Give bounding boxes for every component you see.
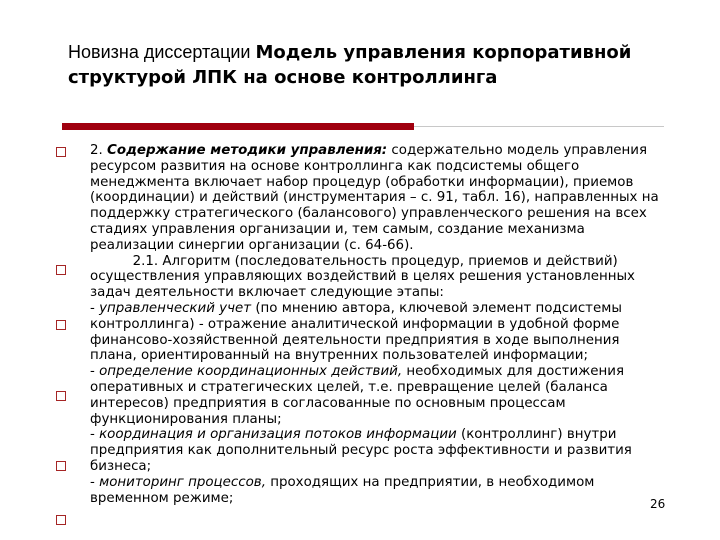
text-run: проходящих на предприятии, в необходимом временном режиме; — [90, 474, 595, 506]
text-run: - — [90, 300, 100, 316]
text-run: (по мнению автора, ключевой элемент подсистемы контроллинга) - отражение аналитической информации в удобной форме финансово-хозяйственной деятельности предприятия в ходе выполнения плана, ориентированный на внутренних пользователей информации; — [90, 300, 622, 364]
text-run: управленческий учет — [99, 300, 252, 316]
paragraph-3 — [90, 301, 670, 364]
bullet-icon — [56, 515, 66, 525]
text-run: (контроллинг) внутри предприятия как дополнительный ресурс роста эффективности и развития бизнеса; — [90, 427, 632, 474]
slide-body — [90, 143, 670, 506]
paragraph-5 — [90, 427, 670, 474]
paragraph-4 — [90, 364, 670, 427]
divider-line — [414, 126, 664, 127]
page-number: 26 — [650, 497, 666, 511]
bullet-icon — [56, 391, 66, 401]
title-bold: Модель управления корпоративной структурой ЛПК на основе контроллинга — [68, 42, 632, 88]
slide-title — [68, 40, 688, 90]
text-run: - — [90, 364, 100, 380]
text-run: Содержание методики управления: — [107, 143, 388, 158]
text-run: 2. — [90, 143, 108, 158]
text-run: необходимых для достижения оперативных и стратегических целей, т.е. превращение целей (баланса интересов) предприятия в согласованные по основным процессам функционирования планы; — [90, 364, 625, 427]
text-run: - — [90, 427, 100, 443]
bullet-icon — [56, 320, 66, 330]
bullet-icon — [56, 147, 66, 157]
text-run: содержательно модель управления ресурсом развития на основе контроллинга как подсистемы общего менеджмента включает набор процедур (обработки информации), приемов (координации) и действий (инструментария – с. 91, табл. 16), направленных на поддержку стратегического (балансового) управленческого решения на всех стадиях управления организации и, тем самым, создание механизма реализации синергии организации (с. 64-66). — [90, 143, 659, 253]
paragraph-1 — [90, 143, 670, 254]
accent-bar — [62, 123, 414, 130]
text-run: определение координационных действий, — [99, 364, 403, 380]
text-run: 2.1. Алгоритм (последовательность процедур, приемов и действий) осуществления управляющих воздействий в целях решения установленных задач деятельности включает следующие этапы: — [90, 253, 635, 301]
bullet-icon — [56, 461, 66, 471]
paragraph-2 — [90, 254, 670, 301]
bullet-icon — [56, 265, 66, 275]
text-run: - — [90, 474, 100, 490]
paragraph-6 — [90, 475, 670, 507]
text-run: мониторинг процессов, — [99, 474, 266, 490]
text-run: координация и организация потоков информации — [99, 427, 457, 443]
title-prefix: Новизна диссертации — [68, 42, 256, 62]
